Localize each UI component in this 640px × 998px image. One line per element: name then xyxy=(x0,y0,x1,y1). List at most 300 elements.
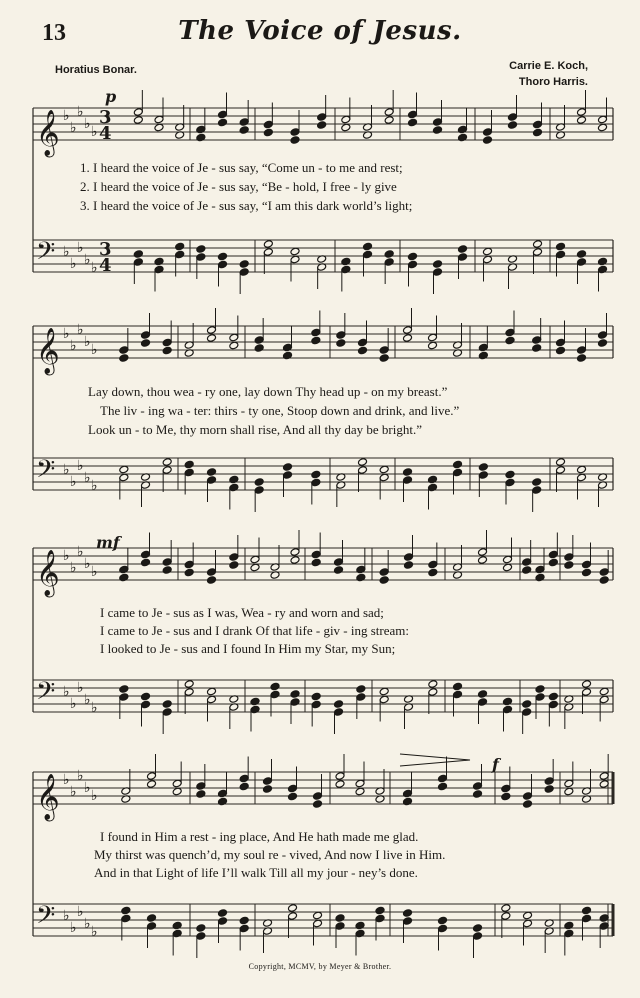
note-head xyxy=(379,695,389,704)
note-head xyxy=(408,110,418,119)
note-head xyxy=(363,250,373,259)
lyric-line: And in that Light of life I’ll walk Till all my jour - ney’s done. xyxy=(94,865,418,880)
note-head xyxy=(121,906,131,915)
note-head xyxy=(483,247,493,256)
note-head xyxy=(532,478,542,487)
note-head xyxy=(379,346,389,355)
note-head xyxy=(384,250,394,259)
note-head xyxy=(363,242,373,251)
note-head xyxy=(532,336,542,345)
note-head xyxy=(239,924,249,933)
lyric-line: The liv - ing wa - ter: thirs - ty one, Stoop down and drink, and live.” xyxy=(100,403,460,418)
note-head xyxy=(283,471,293,480)
note-head xyxy=(379,465,389,474)
note-head xyxy=(313,919,323,928)
note-head xyxy=(428,560,438,569)
note-head xyxy=(229,553,239,562)
crescendo-hairpin xyxy=(400,754,470,766)
note-head xyxy=(162,700,172,709)
note-head xyxy=(556,458,566,467)
note-head xyxy=(433,126,443,135)
flat-icon: ♭ xyxy=(70,474,77,490)
note-head xyxy=(290,548,300,557)
note-head xyxy=(184,468,194,477)
flat-icon: ♭ xyxy=(84,780,91,796)
note-head xyxy=(254,336,264,345)
note-head xyxy=(358,338,368,347)
note-head xyxy=(403,326,413,335)
note-head xyxy=(335,780,345,789)
note-head xyxy=(577,258,587,267)
note-head xyxy=(478,463,488,472)
note-head xyxy=(229,341,239,350)
note-head xyxy=(523,792,533,801)
note-head xyxy=(508,121,518,130)
note-head xyxy=(458,253,468,262)
note-head xyxy=(599,695,609,704)
note-head xyxy=(548,692,558,701)
note-head xyxy=(598,115,608,124)
note-head xyxy=(533,128,543,137)
flat-icon: ♭ xyxy=(63,684,70,700)
note-head xyxy=(478,690,488,699)
note-head xyxy=(229,561,239,570)
flat-icon: ♭ xyxy=(84,334,91,350)
note-head xyxy=(263,777,273,786)
note-head xyxy=(433,260,443,269)
flat-icon: ♭ xyxy=(84,470,91,486)
note-head xyxy=(438,916,448,925)
note-head xyxy=(408,260,418,269)
flat-icon: ♭ xyxy=(91,124,98,140)
note-head xyxy=(564,787,574,796)
note-head xyxy=(119,473,129,482)
hymn-number: 13 xyxy=(42,20,66,46)
note-head xyxy=(218,909,228,918)
note-head xyxy=(598,339,608,348)
treble-clef-icon: 𝄞 xyxy=(36,774,60,820)
note-head xyxy=(473,790,483,799)
lyric-line: 1. I heard the voice of Je - sus say, “Come un - to me and rest; xyxy=(80,160,403,175)
note-head xyxy=(263,120,273,129)
composer-credit-1: Carrie E. Koch, xyxy=(509,60,588,72)
note-head xyxy=(355,779,365,788)
note-head xyxy=(313,800,323,809)
note-head xyxy=(453,682,463,691)
note-head xyxy=(582,914,592,923)
note-head xyxy=(154,115,164,124)
note-head xyxy=(207,468,217,477)
note-head xyxy=(239,268,249,277)
note-head xyxy=(577,465,587,474)
note-head xyxy=(505,478,515,487)
note-head xyxy=(317,113,327,122)
note-head xyxy=(341,123,351,132)
note-head xyxy=(218,260,228,269)
flat-icon: ♭ xyxy=(70,120,77,136)
note-head xyxy=(290,255,300,264)
note-head xyxy=(438,782,448,791)
note-head xyxy=(384,108,394,117)
note-head xyxy=(433,268,443,277)
note-head xyxy=(290,136,300,145)
time-signature: 4 xyxy=(99,255,112,276)
note-head xyxy=(162,708,172,717)
note-head xyxy=(403,334,413,343)
note-head xyxy=(582,906,592,915)
note-head xyxy=(172,787,182,796)
note-head xyxy=(119,354,129,363)
flat-icon: ♭ xyxy=(70,256,77,272)
note-head xyxy=(544,785,554,794)
note-head xyxy=(577,108,587,117)
note-head xyxy=(239,916,249,925)
note-head xyxy=(184,560,194,569)
note-head xyxy=(428,680,438,689)
note-head xyxy=(121,914,131,923)
note-head xyxy=(428,688,438,697)
flat-icon: ♭ xyxy=(84,692,91,708)
note-head xyxy=(478,471,488,480)
note-head xyxy=(196,790,206,799)
note-head xyxy=(577,250,587,259)
note-head xyxy=(458,245,468,254)
note-head xyxy=(473,782,483,791)
note-head xyxy=(196,245,206,254)
note-head xyxy=(544,777,554,786)
note-head xyxy=(311,470,321,479)
note-head xyxy=(533,240,543,249)
note-head xyxy=(508,113,518,122)
treble-clef-icon: 𝄞 xyxy=(36,110,60,156)
note-head xyxy=(141,550,151,559)
note-head xyxy=(334,700,344,709)
copyright-notice: Copyright, MCMV, by Meyer & Brother. xyxy=(248,962,392,971)
note-head xyxy=(384,116,394,125)
note-head xyxy=(290,690,300,699)
note-head xyxy=(334,708,344,717)
lyric-line: My thirst was quench’d, my soul re - vived, And now I live in Him. xyxy=(94,847,446,862)
note-head xyxy=(254,486,264,495)
flat-icon: ♭ xyxy=(91,260,98,276)
note-head xyxy=(403,468,413,477)
note-head xyxy=(162,458,172,467)
note-head xyxy=(218,118,228,127)
note-head xyxy=(270,690,280,699)
note-head xyxy=(535,693,545,702)
note-head xyxy=(311,700,321,709)
note-head xyxy=(384,258,394,267)
note-head xyxy=(250,563,260,572)
note-head xyxy=(428,333,438,342)
flat-icon: ♭ xyxy=(91,788,98,804)
flat-icon: ♭ xyxy=(91,700,98,716)
note-head xyxy=(141,692,151,701)
note-head xyxy=(119,693,129,702)
time-signature: 4 xyxy=(99,123,112,144)
note-head xyxy=(288,912,298,921)
note-head xyxy=(147,922,157,931)
flat-icon: ♭ xyxy=(63,772,70,788)
note-head xyxy=(533,120,543,129)
note-head xyxy=(239,774,249,783)
note-head xyxy=(548,558,558,567)
note-head xyxy=(336,339,346,348)
note-head xyxy=(356,693,366,702)
note-head xyxy=(375,906,385,915)
dynamic-marking: p xyxy=(105,87,117,106)
note-head xyxy=(478,548,488,557)
lyric-line: Look un - to Me, thy morn shall rise, And all thy day be bright.” xyxy=(88,422,422,437)
note-head xyxy=(218,917,228,926)
note-head xyxy=(184,688,194,697)
note-head xyxy=(453,460,463,469)
note-head xyxy=(523,911,533,920)
note-head xyxy=(403,909,413,918)
note-head xyxy=(207,326,217,335)
note-head xyxy=(162,466,172,475)
note-head xyxy=(175,250,185,259)
note-head xyxy=(313,792,323,801)
note-head xyxy=(408,118,418,127)
note-head xyxy=(311,550,321,559)
note-head xyxy=(473,924,483,933)
note-head xyxy=(288,904,298,913)
note-head xyxy=(548,700,558,709)
dynamic-marking: f xyxy=(492,755,499,774)
note-head xyxy=(478,698,488,707)
flat-icon: ♭ xyxy=(77,322,84,338)
flat-icon: ♭ xyxy=(91,342,98,358)
note-head xyxy=(505,470,515,479)
note-head xyxy=(501,912,511,921)
note-head xyxy=(358,458,368,467)
note-head xyxy=(564,779,574,788)
note-head xyxy=(184,568,194,577)
flat-icon: ♭ xyxy=(77,768,84,784)
note-head xyxy=(334,558,344,567)
note-head xyxy=(162,566,172,575)
flat-icon: ♭ xyxy=(84,556,91,572)
note-head xyxy=(548,550,558,559)
note-head xyxy=(438,774,448,783)
note-head xyxy=(599,687,609,696)
note-head xyxy=(184,680,194,689)
flat-icon: ♭ xyxy=(77,680,84,696)
lyric-line: 2. I heard the voice of Je - sus say, “Be - hold, I free - ly give xyxy=(80,179,397,194)
time-signature: 3 xyxy=(99,239,112,260)
note-head xyxy=(379,473,389,482)
note-head xyxy=(335,914,345,923)
note-head xyxy=(577,473,587,482)
note-head xyxy=(379,576,389,585)
note-head xyxy=(133,258,143,267)
note-head xyxy=(505,328,515,337)
note-head xyxy=(564,553,574,562)
hymn-title: The Voice of Jesus. xyxy=(178,16,462,46)
flat-icon: ♭ xyxy=(70,560,77,576)
lyric-line: 3. I heard the voice of Je - sus say, “I am this dark world’s light; xyxy=(80,198,413,213)
note-head xyxy=(577,116,587,125)
flat-icon: ♭ xyxy=(70,338,77,354)
time-signature: 3 xyxy=(99,107,112,128)
note-head xyxy=(250,555,260,564)
note-head xyxy=(478,556,488,565)
note-head xyxy=(133,108,143,117)
flat-icon: ♭ xyxy=(63,462,70,478)
note-head xyxy=(283,463,293,472)
note-head xyxy=(532,344,542,353)
note-head xyxy=(335,922,345,931)
note-head xyxy=(522,708,532,717)
note-head xyxy=(577,354,587,363)
treble-clef-icon: 𝄞 xyxy=(36,328,60,374)
flat-icon: ♭ xyxy=(63,244,70,260)
note-head xyxy=(453,690,463,699)
note-head xyxy=(133,116,143,125)
lyric-line: I looked to Je - sus and I found In Him my Star, my Sun; xyxy=(100,641,396,656)
bass-clef-icon: 𝄢 xyxy=(36,901,56,936)
note-head xyxy=(408,252,418,261)
lyric-line: I came to Je - sus as I was, Wea - ry and worn and sad; xyxy=(100,605,384,620)
flat-icon: ♭ xyxy=(77,240,84,256)
note-head xyxy=(522,566,532,575)
note-head xyxy=(428,568,438,577)
lyric-line: Lay down, thou wea - ry one, lay down Thy head up - on my breast.” xyxy=(88,384,448,399)
flat-icon: ♭ xyxy=(84,116,91,132)
flat-icon: ♭ xyxy=(84,252,91,268)
treble-clef-icon: 𝄞 xyxy=(36,550,60,596)
note-head xyxy=(535,685,545,694)
note-head xyxy=(523,919,533,928)
flat-icon: ♭ xyxy=(63,326,70,342)
note-head xyxy=(379,568,389,577)
note-head xyxy=(358,346,368,355)
note-head xyxy=(239,118,249,127)
note-head xyxy=(532,486,542,495)
note-head xyxy=(582,680,592,689)
note-head xyxy=(311,558,321,567)
note-head xyxy=(288,784,298,793)
note-head xyxy=(270,682,280,691)
note-head xyxy=(229,333,239,342)
note-head xyxy=(375,914,385,923)
note-head xyxy=(355,787,365,796)
note-head xyxy=(263,128,273,137)
note-head xyxy=(503,555,513,564)
flat-icon: ♭ xyxy=(91,564,98,580)
note-head xyxy=(311,336,321,345)
note-head xyxy=(501,792,511,801)
note-head xyxy=(404,553,414,562)
note-head xyxy=(403,917,413,926)
note-head xyxy=(147,914,157,923)
note-head xyxy=(453,468,463,477)
note-head xyxy=(556,346,566,355)
note-head xyxy=(207,476,217,485)
composer-credit-2: Thoro Harris. xyxy=(518,76,588,88)
flat-icon: ♭ xyxy=(70,696,77,712)
flat-icon: ♭ xyxy=(91,924,98,940)
note-head xyxy=(184,460,194,469)
note-head xyxy=(207,334,217,343)
note-head xyxy=(239,260,249,269)
note-head xyxy=(522,700,532,709)
note-head xyxy=(172,779,182,788)
bass-clef-icon: 𝄢 xyxy=(36,237,56,272)
note-head xyxy=(254,344,264,353)
note-head xyxy=(207,687,217,696)
bass-clef-icon: 𝄢 xyxy=(36,455,56,490)
note-head xyxy=(533,248,543,257)
note-head xyxy=(141,558,151,567)
note-head xyxy=(141,339,151,348)
note-head xyxy=(556,250,566,259)
note-head xyxy=(288,792,298,801)
note-head xyxy=(162,558,172,567)
note-head xyxy=(556,466,566,475)
note-head xyxy=(483,128,493,137)
note-head xyxy=(505,336,515,345)
note-head xyxy=(147,780,157,789)
note-head xyxy=(119,685,129,694)
flat-icon: ♭ xyxy=(77,458,84,474)
note-head xyxy=(196,924,206,933)
flat-icon: ♭ xyxy=(77,904,84,920)
dynamic-marking: mf xyxy=(96,533,120,552)
note-head xyxy=(254,478,264,487)
note-head xyxy=(263,248,273,257)
note-head xyxy=(356,685,366,694)
flat-icon: ♭ xyxy=(84,916,91,932)
note-head xyxy=(162,338,172,347)
flat-icon: ♭ xyxy=(77,104,84,120)
note-head xyxy=(438,924,448,933)
note-head xyxy=(522,558,532,567)
note-head xyxy=(577,346,587,355)
note-head xyxy=(119,465,129,474)
note-head xyxy=(598,123,608,132)
note-head xyxy=(147,772,157,781)
flat-icon: ♭ xyxy=(63,548,70,564)
note-head xyxy=(599,576,609,585)
note-head xyxy=(311,692,321,701)
flat-icon: ♭ xyxy=(70,920,77,936)
note-head xyxy=(141,331,151,340)
note-head xyxy=(335,772,345,781)
note-head xyxy=(162,346,172,355)
note-head xyxy=(311,478,321,487)
note-head xyxy=(175,242,185,251)
note-head xyxy=(263,240,273,249)
note-head xyxy=(313,911,323,920)
note-head xyxy=(582,560,592,569)
note-head xyxy=(196,932,206,941)
note-head xyxy=(317,121,327,130)
note-head xyxy=(334,566,344,575)
note-head xyxy=(239,126,249,135)
note-head xyxy=(207,568,217,577)
note-head xyxy=(341,115,351,124)
note-head xyxy=(154,123,164,132)
note-head xyxy=(501,784,511,793)
note-head xyxy=(473,932,483,941)
note-head xyxy=(290,698,300,707)
note-head xyxy=(599,568,609,577)
note-head xyxy=(483,136,493,145)
note-head xyxy=(290,247,300,256)
note-head xyxy=(141,700,151,709)
